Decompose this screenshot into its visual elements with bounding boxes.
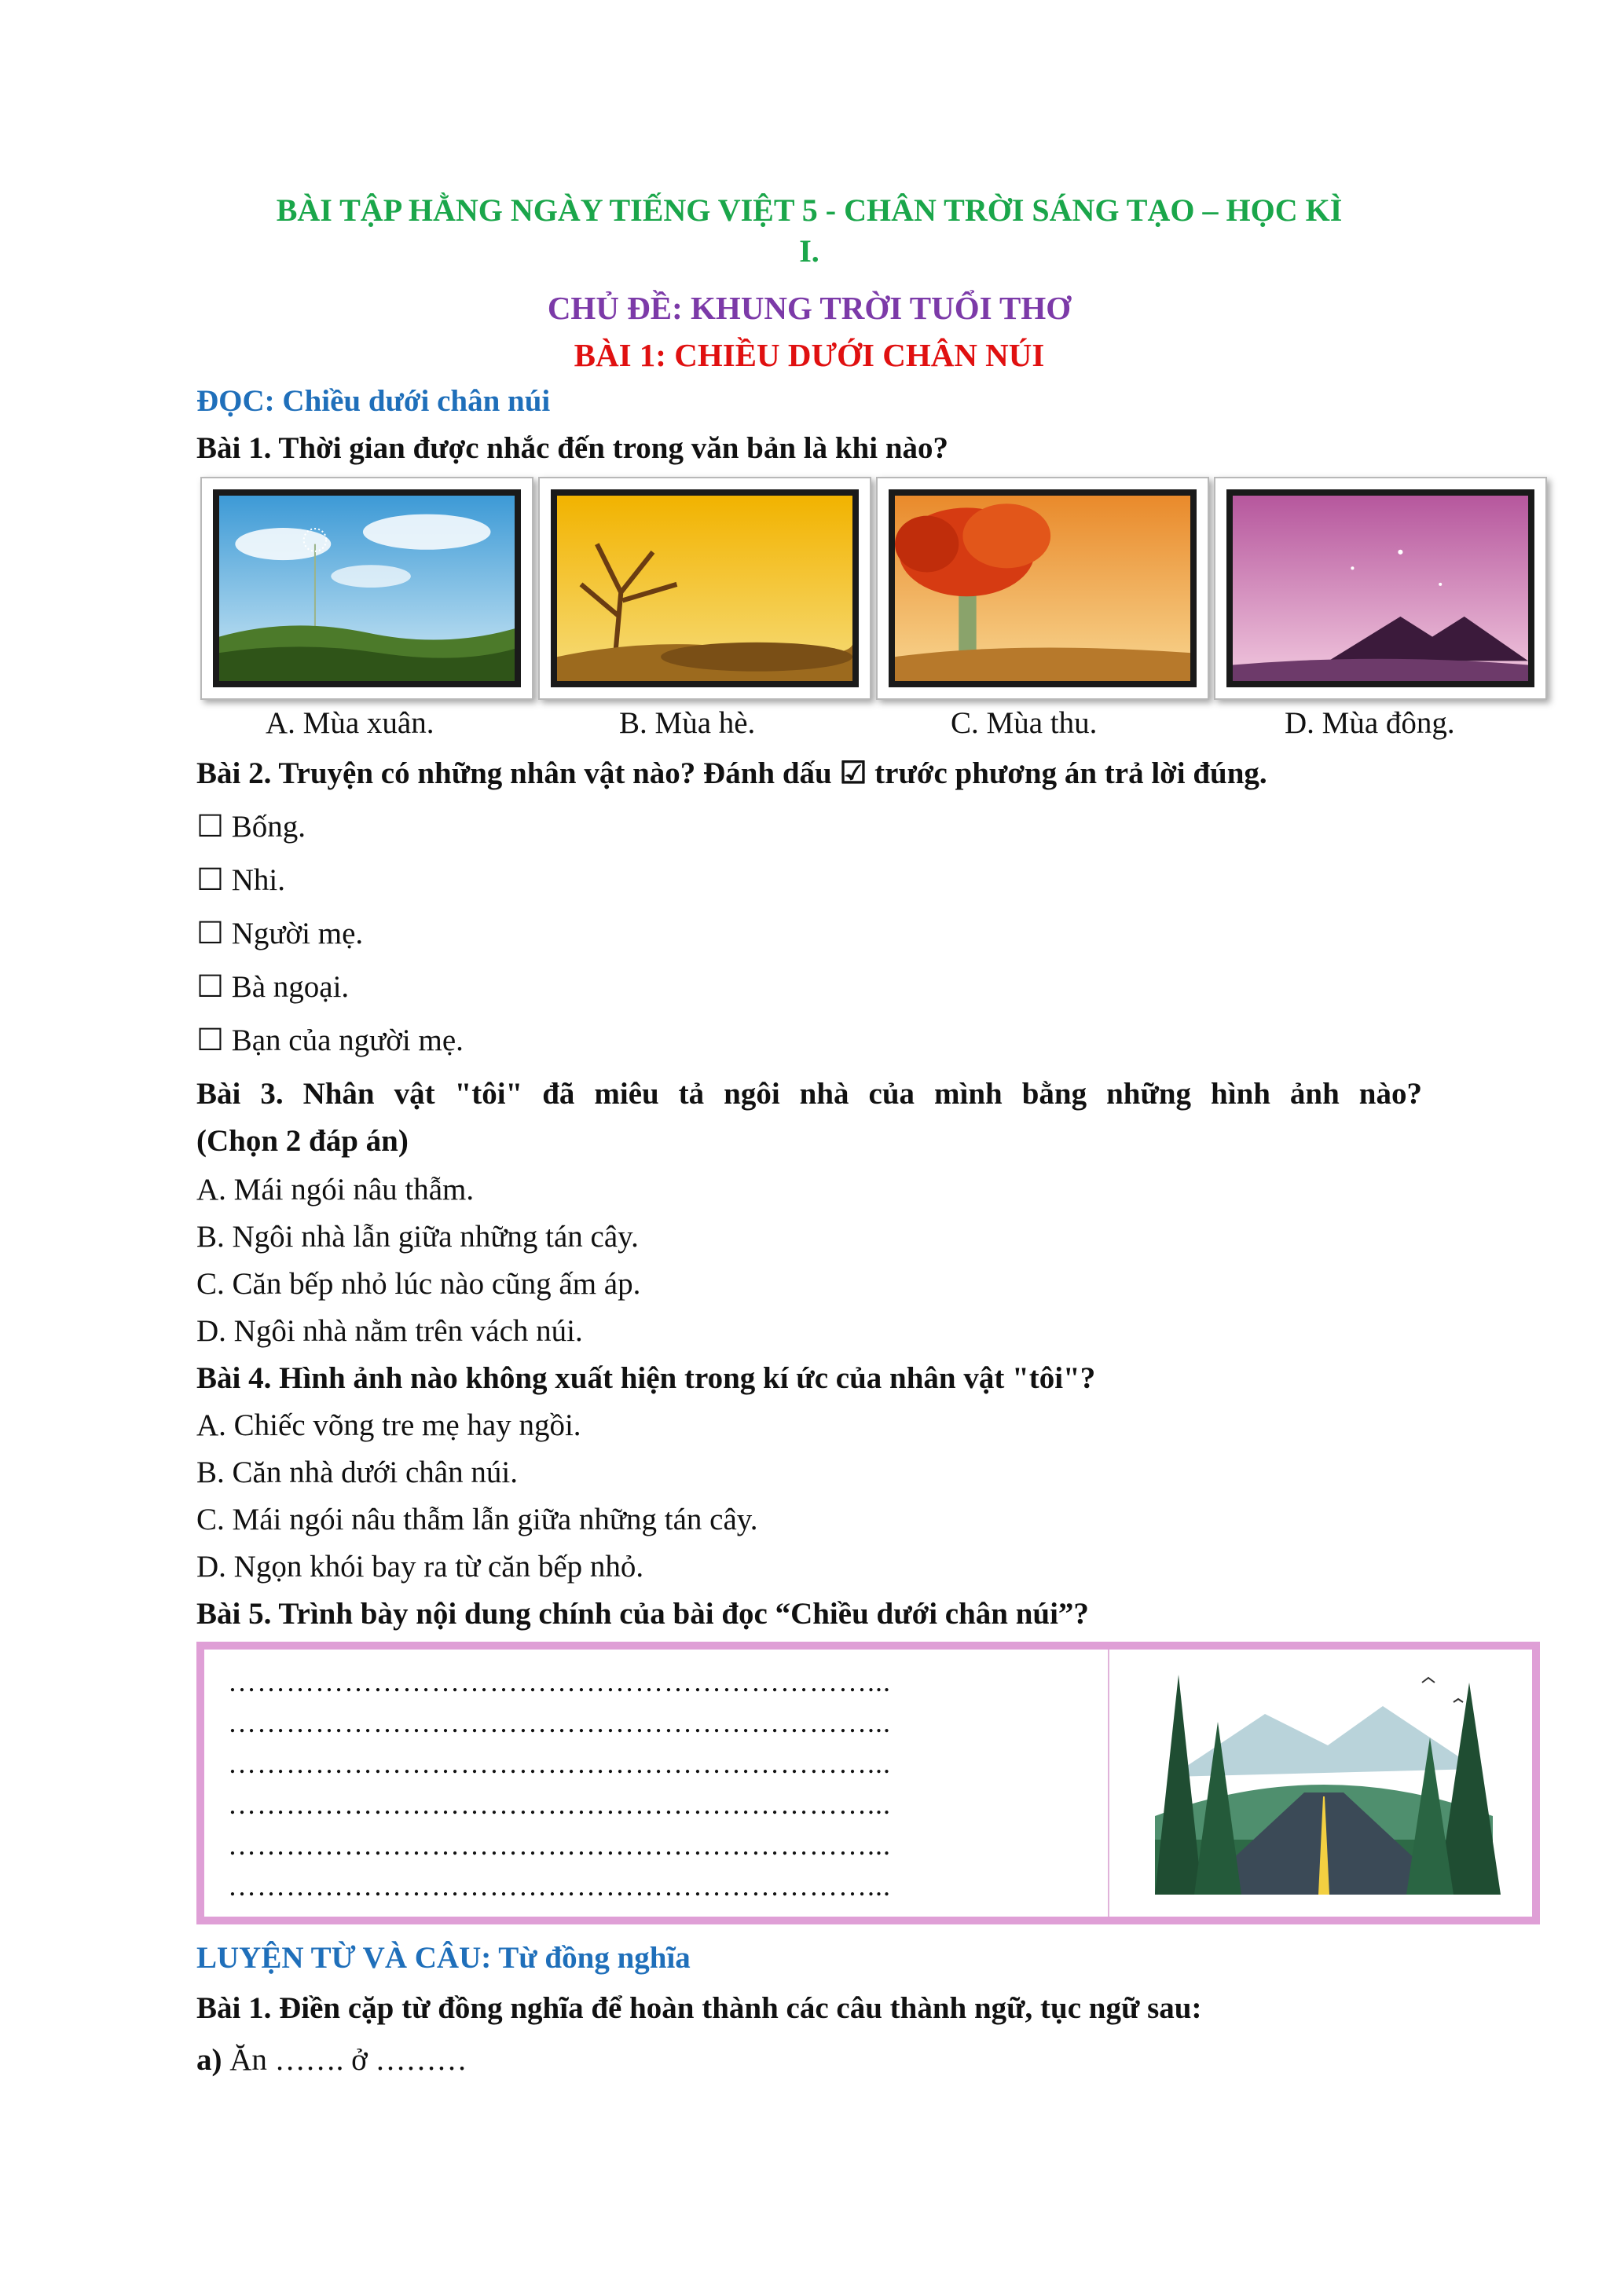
q4-option-b: B. Căn nhà dưới chân núi.	[196, 1456, 518, 1489]
q3-option-b: B. Ngôi nhà lẫn giữa những tán cây.	[196, 1220, 639, 1254]
checkbox-icon[interactable]: ☐	[196, 810, 224, 844]
q4-option-c: C. Mái ngói nâu thẫm lẫn giữa những tán cây.	[196, 1503, 758, 1536]
forest-road-picture	[1124, 1659, 1524, 1907]
q3-option-c: C. Căn bếp nhỏ lúc nào cũng ấm áp.	[196, 1267, 641, 1301]
q4-option-a: A. Chiếc võng tre mẹ hay ngồi.	[196, 1408, 581, 1442]
answer-box	[196, 1642, 1540, 1924]
item-text: Ăn ……. ở ………	[222, 2043, 467, 2077]
spring-meadow-icon	[219, 496, 515, 681]
question-4: Bài 4. Hình ảnh nào không xuất hiện trong kí ức của nhân vật "tôi"?	[196, 1361, 1096, 1395]
q2-option: ☐ Bạn của người mẹ.	[196, 1023, 464, 1057]
autumn-tree-icon	[895, 496, 1190, 681]
vocab-item-a	[196, 2042, 467, 2078]
question-1: Bài 1. Thời gian được nhắc đến trong văn bản là khi nào?	[196, 431, 949, 465]
title-line-2: I.	[799, 233, 819, 269]
forest-road-icon	[1124, 1659, 1524, 1907]
q2-option: ☐ Nhi.	[196, 863, 285, 897]
summer-tree-icon	[557, 496, 852, 681]
question-2: Bài 2. Truyện có những nhân vật nào? Đánh dấu ☑ trước phương án trả lời đúng.	[196, 756, 1267, 790]
checkbox-icon[interactable]: ☐	[196, 1023, 224, 1057]
q2-option: ☐ Bống.	[196, 810, 306, 844]
answer-line[interactable]: …………………………………………………………...	[228, 1666, 891, 1697]
q4-option-d: D. Ngọn khói bay ra từ căn bếp nhỏ.	[196, 1550, 644, 1584]
box-divider	[1108, 1650, 1109, 1917]
topic-title: CHỦ ĐỀ: KHUNG TRỜI TUỔI THƠ	[547, 290, 1072, 326]
vocab-heading: LUYỆN TỪ VÀ CÂU: Từ đồng nghĩa	[196, 1941, 691, 1975]
q2-option: ☐ Bà ngoại.	[196, 970, 350, 1004]
q1-option-b: B. Mùa hè.	[619, 706, 756, 740]
checkbox-icon[interactable]: ☐	[196, 863, 224, 897]
answer-line[interactable]: …………………………………………………………...	[228, 1829, 891, 1861]
q1-option-a: A. Mùa xuân.	[266, 706, 434, 740]
summer-picture	[538, 477, 871, 700]
checkbox-icon[interactable]: ☐	[196, 917, 224, 950]
autumn-picture	[876, 477, 1209, 700]
q1-option-d: D. Mùa đông.	[1285, 706, 1455, 740]
winter-picture	[1214, 477, 1547, 700]
q3-option-a: A. Mái ngói nâu thẫm.	[196, 1173, 475, 1207]
question-5: Bài 5. Trình bày nội dung chính của bài đọc “Chiều dưới chân núi”?	[196, 1597, 1089, 1631]
checkbox-icon[interactable]: ☐	[196, 970, 224, 1004]
title-line-1: BÀI TẬP HẰNG NGÀY TIẾNG VIỆT 5 - CHÂN TRỜI SÁNG TẠO – HỌC KÌ	[276, 192, 1343, 228]
q1-option-c: C. Mùa thu.	[951, 706, 1098, 740]
answer-line[interactable]: …………………………………………………………...	[228, 1707, 891, 1738]
question-3-note: (Chọn 2 đáp án)	[196, 1124, 409, 1158]
spring-picture	[200, 477, 533, 700]
lesson-title: BÀI 1: CHIỀU DƯỚI CHÂN NÚI	[574, 337, 1045, 373]
vocab-question-1: Bài 1. Điền cặp từ đồng nghĩa để hoàn thành các câu thành ngữ, tục ngữ sau:	[196, 1991, 1202, 2025]
question-3: Bài 3. Nhân vật "tôi" đã miêu tả ngôi nhà của mình bằng những hình ảnh nào?	[196, 1077, 1422, 1111]
winter-mountain-icon	[1233, 496, 1528, 681]
item-label: a)	[196, 2043, 222, 2077]
worksheet-title	[196, 190, 1422, 272]
answer-line[interactable]: …………………………………………………………...	[228, 1870, 891, 1902]
reading-heading: ĐỌC: Chiều dưới chân núi	[196, 384, 551, 418]
answer-line[interactable]: …………………………………………………………...	[228, 1748, 891, 1779]
season-pictures	[200, 477, 1552, 701]
q2-option: ☐ Người mẹ.	[196, 917, 364, 950]
answer-line[interactable]: …………………………………………………………...	[228, 1789, 891, 1820]
q3-option-d: D. Ngôi nhà nằm trên vách núi.	[196, 1314, 583, 1348]
